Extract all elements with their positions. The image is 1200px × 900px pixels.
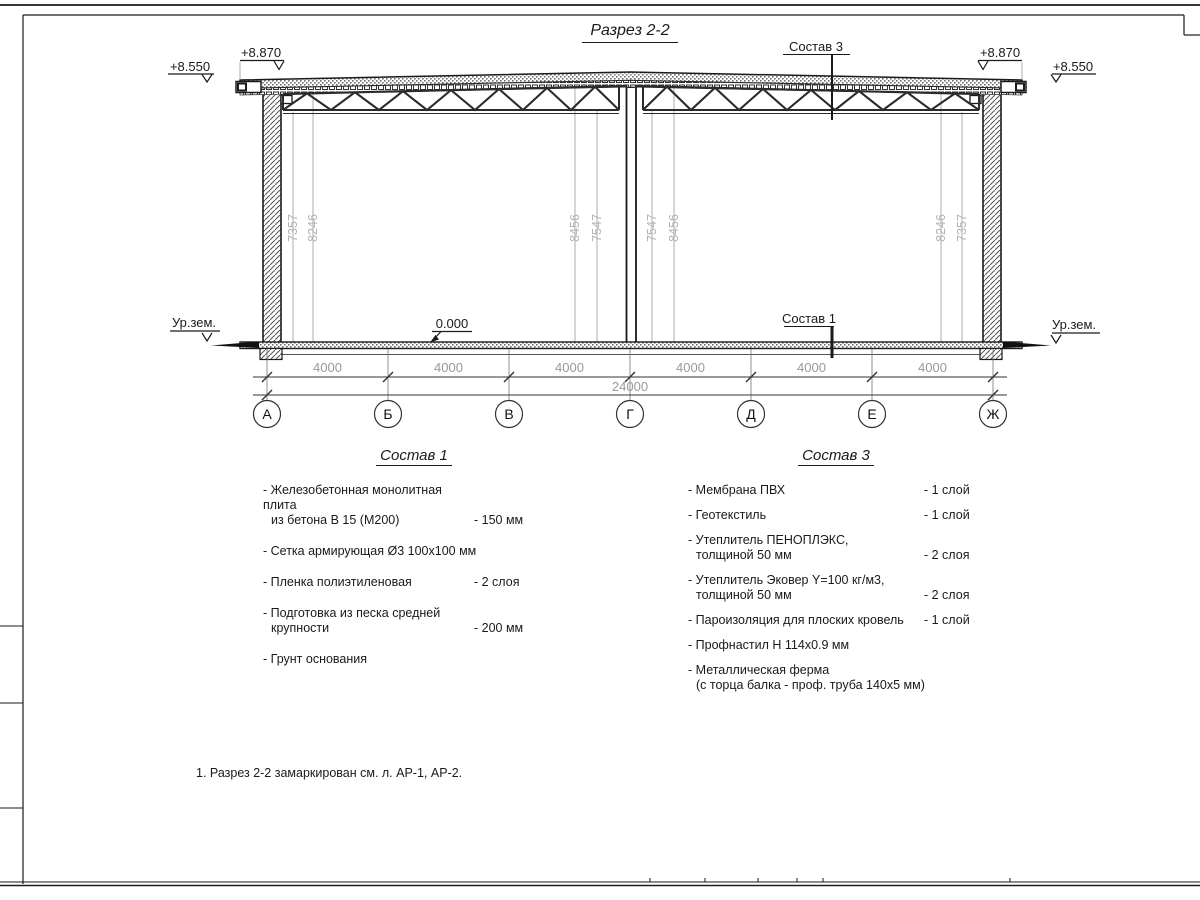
- sostav1-heading-text: Состав 1: [376, 447, 452, 466]
- vert-dim-label: 8246: [934, 214, 948, 242]
- item-line: - Утеплитель ПЕНОПЛЭКС,: [688, 533, 849, 547]
- zero-level-label: 0.000: [435, 316, 469, 331]
- item-value: - 2 слоя: [924, 548, 970, 562]
- item-line: - Металлическая ферма: [688, 663, 830, 677]
- elevation-label: +8.550: [1052, 59, 1094, 74]
- list-item: [688, 573, 986, 603]
- list-item: [263, 483, 546, 528]
- vert-dim-label: 8456: [568, 214, 582, 242]
- axis-bubble-label: Д: [746, 406, 756, 422]
- sostav3-list: [688, 483, 986, 703]
- vert-dim-label: 8456: [667, 214, 681, 242]
- vert-dim-label: 7547: [590, 214, 604, 242]
- list-item: [688, 508, 986, 523]
- sostav3-heading: [756, 447, 916, 466]
- axis-bubble-label: А: [262, 406, 272, 422]
- list-item: [263, 544, 546, 559]
- column-center: [627, 87, 637, 343]
- list-item: [263, 606, 546, 636]
- item-line: - Утеплитель Эковер Y=100 кг/м3,: [688, 573, 885, 587]
- item-text: [263, 575, 474, 590]
- list-item: [263, 575, 546, 590]
- vert-dim-label: 7357: [286, 214, 300, 242]
- column-left: [263, 90, 281, 343]
- axis-bubble-label: Б: [383, 406, 393, 422]
- elevation-mark-left-outer: [168, 59, 214, 82]
- page-title-text: Разрез 2-2: [582, 22, 677, 43]
- span-dim-label: 4000: [313, 360, 342, 375]
- item-line: - Геотекстиль: [688, 508, 767, 522]
- zero-level-mark: [430, 316, 472, 343]
- vert-dim-label: 7357: [955, 214, 969, 242]
- elevation-label: +8.870: [240, 45, 282, 60]
- item-line: крупности: [271, 621, 330, 635]
- leader-label: Состав 1: [782, 311, 836, 326]
- vert-dim-label: 7547: [645, 214, 659, 242]
- item-line: - Пленка полиэтиленовая: [263, 575, 412, 589]
- column-right: [983, 90, 1001, 343]
- elevation-mark-right-outer: [1051, 59, 1096, 82]
- sostav1-heading: [334, 447, 494, 466]
- floor: [211, 342, 1051, 360]
- sheet-note: 1. Разрез 2-2 замаркирован см. л. АР-1, АР-2.: [196, 766, 463, 780]
- list-item: [688, 663, 986, 693]
- list-item: [263, 652, 546, 667]
- total-dim-label: 24000: [611, 379, 649, 394]
- sostav1-list: [263, 483, 546, 683]
- item-line: толщиной 50 мм: [696, 588, 792, 602]
- item-line: - Грунт основания: [263, 652, 368, 666]
- horizontal-dims: [253, 349, 1007, 400]
- span-dim-label: 4000: [676, 360, 705, 375]
- item-text: [263, 606, 474, 636]
- sheet-frame: [0, 5, 1200, 886]
- axis-bubble-label: Г: [626, 406, 634, 422]
- item-line: - Сетка армирующая Ø3 100х100 мм: [263, 544, 477, 558]
- span-dim-label: 4000: [797, 360, 826, 375]
- item-line: - Мембрана ПВХ: [688, 483, 786, 497]
- item-value: - 2 слоя: [474, 575, 520, 589]
- item-line: - Пароизоляция для плоских кровель: [688, 613, 904, 627]
- item-text: [688, 663, 986, 693]
- item-line: из бетона В 15 (М200): [271, 513, 400, 527]
- axis-bubble-label: Е: [867, 406, 877, 422]
- item-text: [263, 544, 546, 559]
- item-text: [688, 573, 924, 603]
- span-dim-label: 4000: [918, 360, 947, 375]
- item-value: - 200 мм: [474, 621, 524, 635]
- columns: [263, 79, 1001, 343]
- item-value: - 1 слой: [924, 613, 970, 627]
- item-value: - 150 мм: [474, 513, 524, 527]
- ground-line-left: [211, 342, 259, 349]
- item-text: [688, 638, 986, 653]
- elevation-label: +8.870: [979, 45, 1021, 60]
- ground-line-right: [1003, 342, 1051, 349]
- item-line: - Железобетонная монолитная плита: [263, 483, 442, 512]
- item-value: - 1 слой: [924, 508, 970, 522]
- item-text: [688, 508, 924, 523]
- axis-bubbles: [254, 401, 1007, 428]
- item-line: - Подготовка из песка средней: [263, 606, 441, 620]
- elevation-mark-left-inner: [240, 45, 284, 80]
- ground-level-mark-right: [1051, 317, 1100, 343]
- ground-level-label: Ур.зем.: [1051, 317, 1097, 332]
- floor-slab: [240, 342, 1022, 349]
- sostav3-heading-text: Состав 3: [798, 447, 874, 466]
- span-dim-label: 4000: [434, 360, 463, 375]
- item-line: - Профнастил Н 114х0.9 мм: [688, 638, 850, 652]
- item-text: [688, 613, 924, 628]
- list-item: [688, 533, 986, 563]
- page-title: [530, 22, 730, 43]
- ground-level-label: Ур.зем.: [171, 315, 217, 330]
- axis-bubble-label: В: [504, 406, 514, 422]
- axis-bubble-label: Ж: [986, 406, 1000, 422]
- item-value: - 2 слоя: [924, 588, 970, 602]
- leader-sostav1: [782, 311, 836, 358]
- footing-right: [980, 349, 1002, 360]
- item-line: толщиной 50 мм: [696, 548, 792, 562]
- elevation-label: +8.550: [169, 59, 211, 74]
- leader-label: Состав 3: [789, 39, 843, 54]
- list-item: [688, 638, 986, 653]
- item-text: [688, 533, 924, 563]
- footing-left: [260, 349, 282, 360]
- list-item: [688, 613, 986, 628]
- item-text: [688, 483, 924, 498]
- item-line: (с торца балка - проф. труба 140х5 мм): [696, 678, 925, 692]
- elevation-mark-right-inner: [978, 45, 1022, 80]
- ground-level-mark-left: [170, 315, 220, 341]
- item-value: - 1 слой: [924, 483, 970, 497]
- span-dim-label: 4000: [555, 360, 584, 375]
- list-item: [688, 483, 986, 498]
- item-text: [263, 483, 474, 528]
- item-text: [263, 652, 546, 667]
- vert-dim-label: 8246: [306, 214, 320, 242]
